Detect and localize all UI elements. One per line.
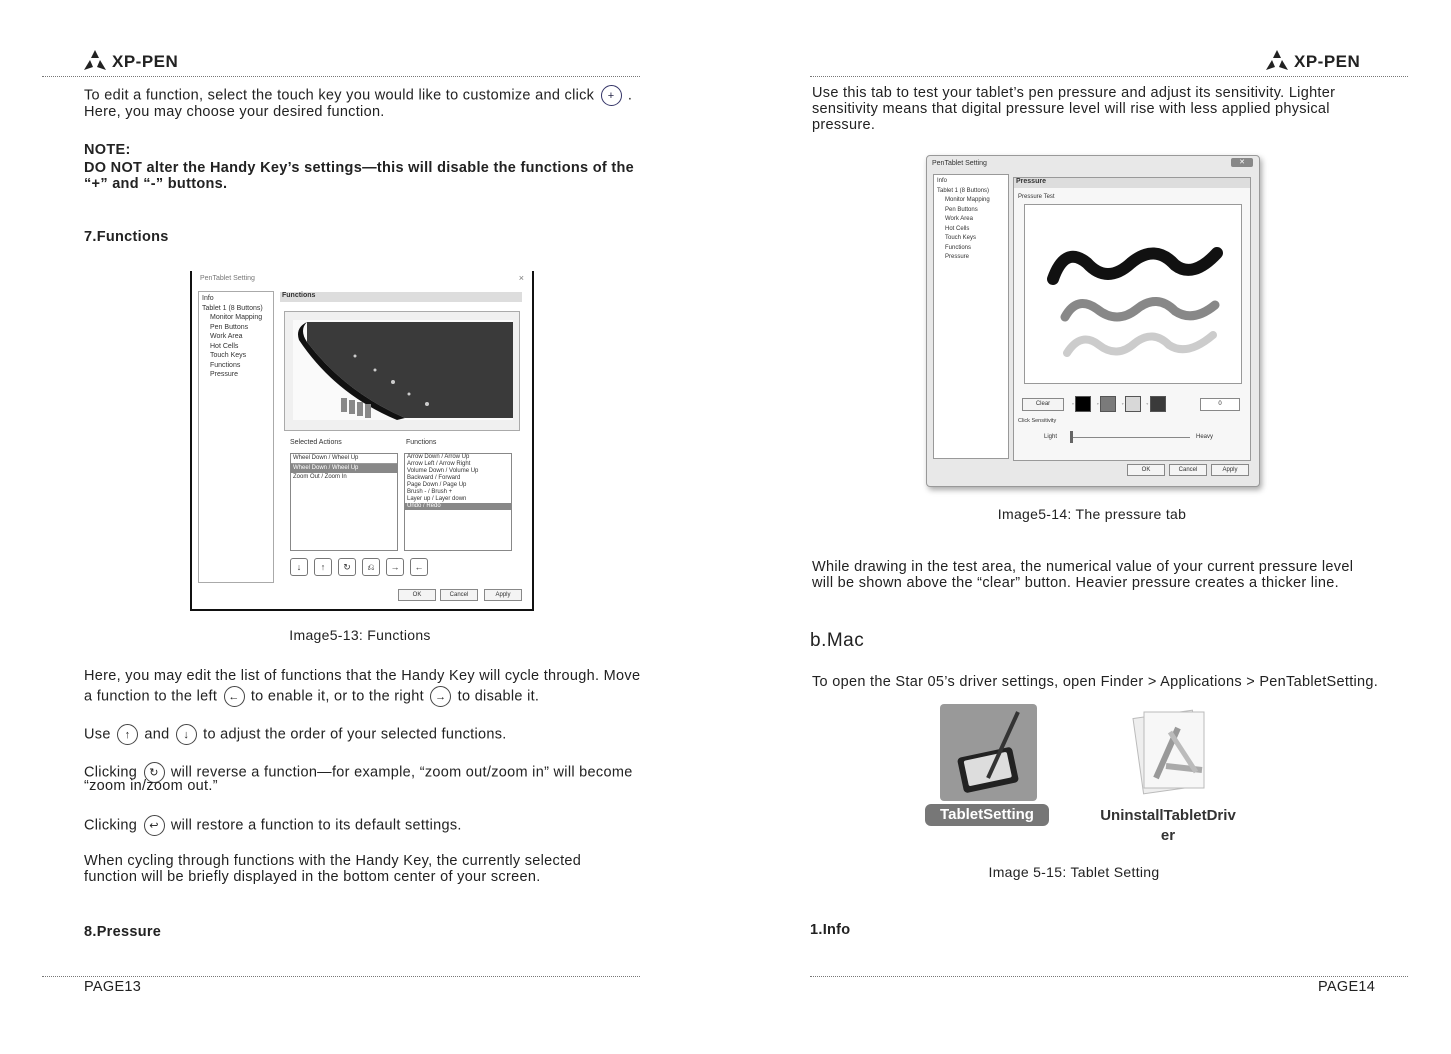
- left-header-rule: [42, 76, 640, 77]
- para-text: will restore a function to its default settings.: [170, 817, 462, 834]
- pressure-test-label: Pressure Test: [1018, 194, 1055, 200]
- section-info-title: 1.Info: [810, 922, 851, 938]
- uninstall-document-icon: [1126, 708, 1212, 798]
- tree-item[interactable]: Pressure: [945, 254, 970, 260]
- reverse-circle-icon: ↻: [144, 762, 165, 783]
- functions-panel-title: Functions: [280, 292, 522, 302]
- tree-item[interactable]: Pen Buttons: [945, 206, 978, 213]
- note-label: NOTE:: [84, 142, 131, 158]
- clear-button[interactable]: Clear: [1022, 398, 1064, 411]
- tablet-setting-app-icon[interactable]: [940, 704, 1037, 801]
- add-circle-icon: +: [601, 85, 622, 106]
- arrow-right-icon: →: [430, 686, 451, 707]
- apply-button[interactable]: Apply: [484, 589, 522, 601]
- section-pressure-title: 8.Pressure: [84, 924, 162, 940]
- ok-button[interactable]: OK: [1127, 464, 1165, 476]
- color-swatch-gray[interactable]: [1100, 396, 1116, 412]
- right-intro-line1: Use this tab to test your tablet’s pen pressure and adjust its sensitivity. Lighter: [812, 85, 1336, 101]
- para-text: and: [144, 726, 170, 743]
- move-left-icon[interactable]: ←: [410, 558, 428, 576]
- tree-item[interactable]: Info: [937, 178, 948, 184]
- right-page-number: PAGE14: [1318, 979, 1376, 995]
- tablet-pen-icon: [940, 704, 1037, 801]
- close-icon[interactable]: ✕: [1231, 158, 1253, 167]
- cancel-button[interactable]: Cancel: [440, 589, 478, 601]
- list-item[interactable]: Page Down / Page Up: [407, 482, 467, 488]
- uninstall-label-line1: UninstallTabletDriv: [1100, 807, 1236, 824]
- right-brand-text: XP-PEN: [1294, 52, 1361, 71]
- para-text: to adjust the order of your selected functions.: [203, 726, 507, 743]
- move-up-icon[interactable]: ↑: [314, 558, 332, 576]
- left-brand-logo: [84, 50, 178, 74]
- right-intro-line2: sensitivity means that digital pressure level will rise with less applied physical: [812, 101, 1330, 117]
- functions-list-label: Functions: [406, 439, 437, 446]
- restore-default-icon: ↩: [144, 815, 165, 836]
- right-intro-line3: pressure.: [812, 117, 876, 133]
- arrow-down-icon: ↓: [176, 724, 197, 745]
- list-item[interactable]: Wheel Down / Wheel Up: [291, 464, 397, 473]
- section-functions-title: 7.Functions: [84, 229, 169, 245]
- right-para-1a: While drawing in the test area, the numerical value of your current pressure level: [812, 559, 1354, 575]
- uninstall-label[interactable]: [1092, 806, 1244, 846]
- selected-actions-list[interactable]: [290, 453, 398, 551]
- arrow-left-icon: ←: [224, 686, 245, 707]
- move-right-icon[interactable]: →: [386, 558, 404, 576]
- move-down-icon[interactable]: ↓: [290, 558, 308, 576]
- tablet-photo: [284, 311, 520, 431]
- color-swatch-light[interactable]: [1125, 396, 1141, 412]
- para-reverse-2: “zoom in/zoom out.”: [84, 778, 218, 794]
- right-footer-rule: [810, 976, 1408, 977]
- function-arrow-toolbar: [290, 558, 434, 576]
- list-item[interactable]: Layer up / Layer down: [407, 496, 467, 502]
- note-line2: “+” and “-” buttons.: [84, 176, 228, 192]
- para-handy-key-2: [84, 686, 539, 707]
- uninstall-label-line2: er: [1160, 827, 1176, 844]
- tree-item[interactable]: Work Area: [210, 333, 243, 340]
- tree-item[interactable]: Monitor Mapping: [210, 314, 263, 321]
- tablet-setting-caption: Image 5-15: Tablet Setting: [988, 864, 1160, 880]
- heavy-label: Heavy: [1196, 434, 1214, 440]
- para-order: [84, 724, 507, 745]
- para-cycling-1: When cycling through functions with the Handy Key, the currently selected: [84, 853, 582, 869]
- tree-item[interactable]: Monitor Mapping: [945, 197, 990, 203]
- functions-tree: [198, 291, 274, 583]
- mac-text: To open the Star 05’s driver settings, open Finder > Applications > PenTabletSetting.: [812, 674, 1379, 690]
- sensitivity-slider-thumb[interactable]: [1070, 431, 1073, 443]
- tablet-setting-label[interactable]: TabletSetting: [925, 804, 1049, 826]
- functions-caption: Image5-13: Functions: [289, 627, 431, 643]
- pressure-panel-title: Pressure: [1014, 178, 1250, 188]
- tree-item[interactable]: Info: [202, 295, 214, 302]
- functions-list[interactable]: [404, 453, 512, 551]
- list-item[interactable]: Volume Down / Volume Up: [407, 468, 479, 474]
- para-text: Use: [84, 726, 111, 743]
- tree-item[interactable]: Hot Cells: [945, 225, 970, 232]
- color-swatches: ◦ ◦ ◦ ◦: [1072, 396, 1170, 412]
- left-footer-rule: [42, 976, 640, 977]
- list-item[interactable]: Undo / Redo: [405, 503, 511, 510]
- tree-item[interactable]: Pressure: [210, 371, 239, 378]
- reverse-icon[interactable]: ↻: [338, 558, 356, 576]
- tree-item[interactable]: Touch Keys: [945, 235, 977, 241]
- xp-pen-logo-icon: [1266, 50, 1288, 74]
- left-intro-line2: Here, you may choose your desired function.: [84, 104, 385, 120]
- sensitivity-label: Click Sensitivity: [1018, 418, 1057, 424]
- xp-pen-logo-icon: [84, 50, 106, 74]
- para-text: will reverse a function—for example, “zoom out/zoom in” will become: [170, 764, 633, 781]
- color-swatch-dark[interactable]: [1150, 396, 1166, 412]
- left-intro-text: To edit a function, select the touch key you would like to customize and click: [84, 87, 595, 104]
- left-intro-line1: [84, 85, 632, 106]
- list-item[interactable]: Brush - / Brush +: [407, 489, 453, 495]
- list-item[interactable]: Arrow Down / Arrow Up: [407, 454, 470, 460]
- list-item[interactable]: Backward / Forward: [407, 475, 461, 481]
- tree-item[interactable]: Hot Cells: [210, 342, 239, 350]
- default-icon[interactable]: ⎌: [362, 558, 380, 576]
- right-brand-logo: [1266, 50, 1360, 74]
- pressure-panel: [1013, 177, 1251, 461]
- tree-item[interactable]: Functions: [945, 244, 972, 251]
- pressure-window-screenshot: [926, 155, 1260, 487]
- pressure-window-title: PenTablet Setting: [932, 160, 987, 167]
- left-intro-end: .: [627, 87, 633, 104]
- para-text: Clicking: [84, 817, 138, 834]
- pressure-caption: Image5-14: The pressure tab: [997, 506, 1187, 522]
- list-item[interactable]: Wheel Down / Wheel Up: [291, 454, 397, 464]
- apply-button[interactable]: Apply: [1211, 464, 1249, 476]
- para-text: a function to the left: [84, 688, 218, 705]
- light-label: Light: [1044, 434, 1058, 440]
- tree-item[interactable]: Functions: [210, 361, 241, 369]
- pressure-value-display: 0: [1200, 398, 1240, 411]
- uninstall-app-icon[interactable]: [1126, 708, 1212, 798]
- ok-button[interactable]: OK: [398, 589, 436, 601]
- arrow-up-icon: ↑: [117, 724, 138, 745]
- para-text: to enable it, or to the right: [250, 688, 424, 705]
- sensitivity-slider[interactable]: [1070, 437, 1190, 438]
- cancel-button[interactable]: Cancel: [1169, 464, 1207, 476]
- left-brand-text: XP-PEN: [112, 52, 179, 71]
- para-cycling-2: function will be briefly displayed in the bottom center of your screen.: [84, 869, 541, 885]
- close-icon[interactable]: ×: [518, 273, 524, 283]
- tree-item[interactable]: Tablet 1 (8 Buttons): [937, 187, 990, 194]
- functions-window-title: PenTablet Setting: [200, 275, 255, 282]
- pressure-tree: [933, 174, 1009, 459]
- tree-item[interactable]: Tablet 1 (8 Buttons): [202, 304, 263, 312]
- para-restore: [84, 815, 462, 836]
- para-text: to disable it.: [457, 688, 540, 705]
- left-page-number: PAGE13: [84, 979, 142, 995]
- mac-title: b.Mac: [810, 630, 865, 651]
- selected-actions-label: Selected Actions: [290, 439, 342, 446]
- functions-window-screenshot: [190, 271, 534, 611]
- right-header-rule: [810, 76, 1408, 77]
- para-text: Clicking: [84, 764, 138, 781]
- tree-item[interactable]: Touch Keys: [210, 352, 247, 359]
- tree-item[interactable]: Work Area: [945, 216, 973, 222]
- pressure-test-area[interactable]: [1024, 204, 1242, 384]
- para-handy-key-1: Here, you may edit the list of functions that the Handy Key will cycle through. Move: [84, 668, 641, 684]
- list-item[interactable]: Arrow Left / Arrow Right: [407, 461, 471, 467]
- color-swatch-black[interactable]: [1075, 396, 1091, 412]
- right-para-1b: will be shown above the “clear” button. Heavier pressure creates a thicker line.: [812, 575, 1339, 591]
- tablet-image: [285, 312, 519, 430]
- list-item[interactable]: Zoom Out / Zoom In: [293, 474, 347, 480]
- tree-item[interactable]: Pen Buttons: [210, 323, 249, 331]
- note-line1: DO NOT alter the Handy Key’s settings—this will disable the functions of the: [84, 160, 634, 176]
- pressure-strokes-image: [1025, 205, 1241, 383]
